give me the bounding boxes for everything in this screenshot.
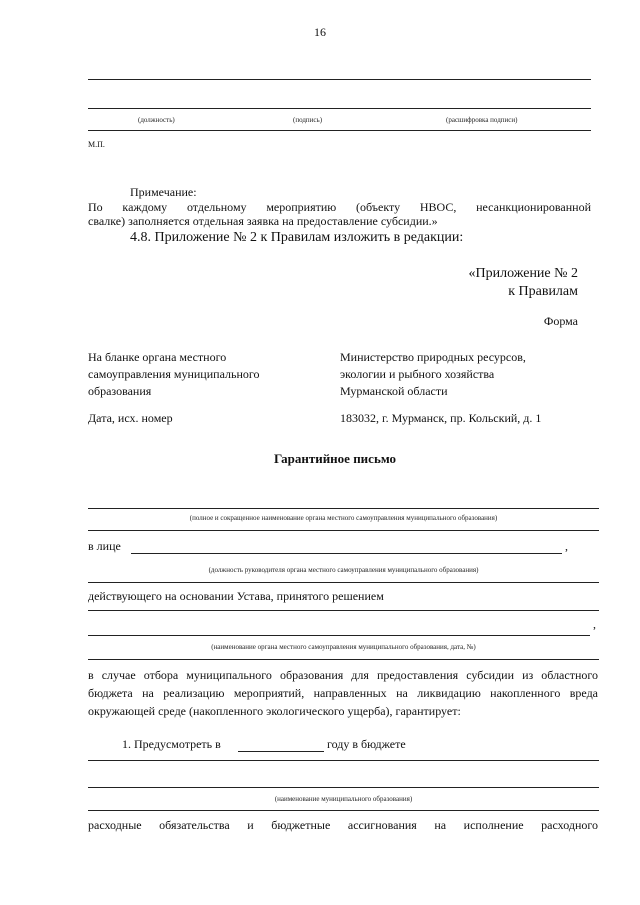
note-line: По каждому отдельному мероприятию (объекту НВОС, несанкционированной: [88, 200, 591, 214]
divider: [88, 79, 591, 80]
stamp-label: М.П.: [88, 140, 105, 149]
decode-caption: (расшифровка подписи): [446, 116, 518, 124]
item1-prefix: 1. Предусмотреть в: [122, 737, 221, 751]
divider: [88, 610, 599, 611]
form-label: Форма: [543, 314, 578, 328]
decision-field[interactable]: [88, 635, 590, 636]
divider: [88, 582, 599, 583]
recipient-address: 183032, г. Мурманск, пр. Кольский, д. 1: [340, 411, 542, 425]
org-name-field[interactable]: [88, 508, 599, 509]
divider: [88, 760, 599, 761]
note-line: свалке) заполняется отдельная заявка на предоставление субсидии.»: [88, 214, 438, 228]
sender-line: На бланке органа местного: [88, 350, 227, 364]
head-caption: (должность руководителя органа местного самоуправления муниципального образования): [208, 566, 479, 574]
paragraph-line: бюджета на реализацию мероприятий, направленных на ликвидацию накопленного вреда: [88, 686, 598, 700]
acting-text: действующего на основании Устава, принятого решением: [88, 589, 384, 603]
in-person-label: в лице: [88, 539, 121, 553]
appendix-subtitle: к Правилам: [508, 284, 578, 299]
org-caption: (полное и сокращенное наименование органа местного самоуправления муниципального образования): [189, 514, 498, 522]
divider: [88, 130, 591, 131]
letter-title: Гарантийное письмо: [273, 451, 397, 466]
mo-name-field[interactable]: [88, 787, 599, 788]
divider: [88, 810, 599, 811]
sender-line: образования: [88, 384, 152, 398]
recipient-line: Мурманской области: [340, 384, 448, 398]
paragraph-line: окружающей среде (накопленного экологического ущерба), гарантирует:: [88, 704, 461, 718]
paragraph-line: в случае отбора муниципального образования для предоставления субсидии из областного: [88, 668, 598, 682]
paragraph-line: расходные обязательства и бюджетные ассигнования на исполнение расходного: [88, 818, 598, 832]
item1-suffix: году в бюджете: [327, 737, 406, 751]
divider: [88, 659, 599, 660]
signature-line[interactable]: [88, 108, 591, 109]
recipient-line: экологии и рыбного хозяйства: [340, 367, 495, 381]
comma: ,: [593, 617, 596, 631]
sender-line: самоуправления муниципального: [88, 367, 260, 381]
note-heading: Примечание:: [130, 185, 197, 199]
year-field[interactable]: [238, 751, 324, 752]
appendix-title: «Приложение № 2: [468, 266, 578, 281]
date-label: Дата, исх. номер: [88, 411, 173, 425]
body-caption: (наименование органа местного самоуправления муниципального образования, дата, №): [211, 643, 476, 651]
head-position-field[interactable]: [131, 553, 562, 554]
recipient-line: Министерство природных ресурсов,: [340, 350, 526, 364]
page-number: 16: [314, 25, 326, 39]
sign-caption: (подпись): [293, 116, 323, 124]
comma: ,: [565, 539, 568, 553]
divider: [88, 530, 599, 531]
position-caption: (должность): [138, 116, 175, 124]
mo-caption: (наименование муниципального образования): [274, 795, 413, 803]
clause-text: 4.8. Приложение № 2 к Правилам изложить в редакции:: [130, 230, 464, 245]
